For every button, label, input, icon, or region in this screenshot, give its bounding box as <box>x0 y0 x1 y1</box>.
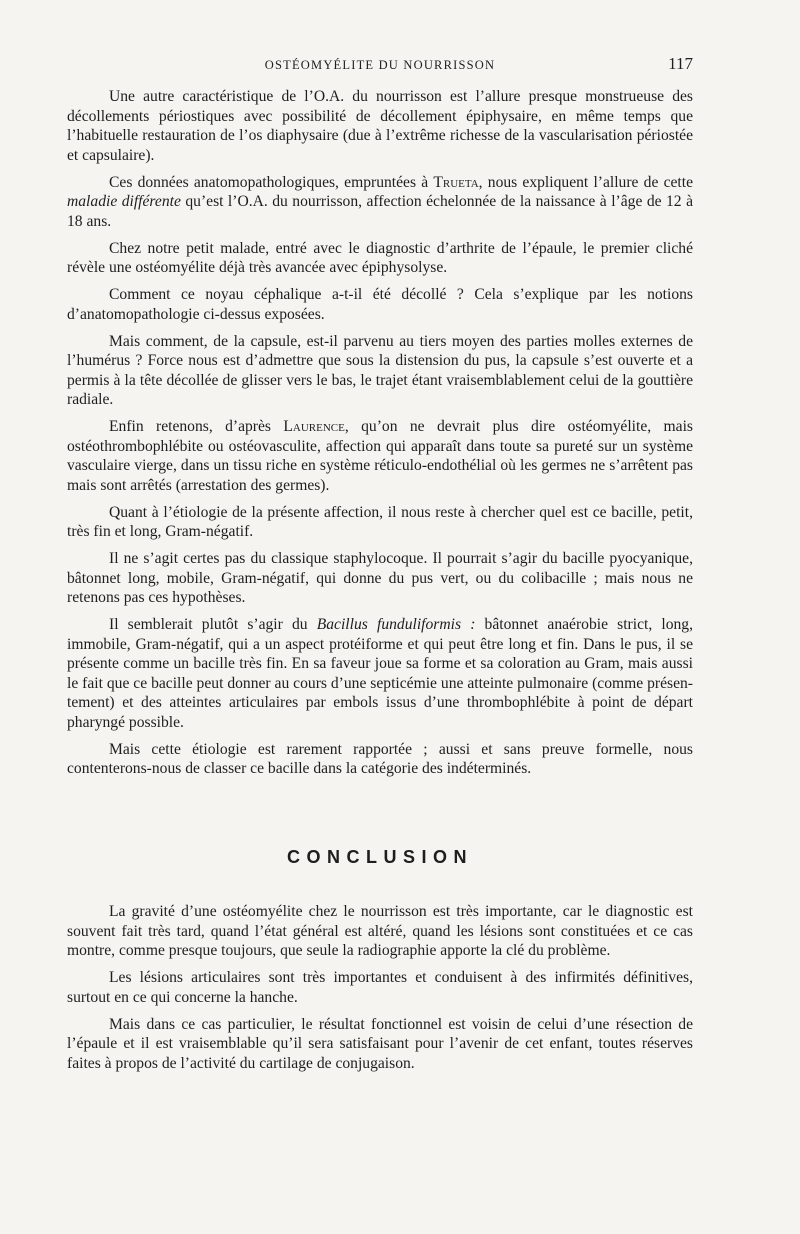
paragraph-9-text-b: bâtonnet anaérobie strict, long, immobile, Gram-négatif, qui a un aspect protéiforme et qui peut être long et fin. Dans le pus, il se présente comme un bacille très fin. En sa faveur joue sa forme et sa coloration au Gram, mais aussi le fait que ce bacille peut donner au cours d’une septicémie une atteinte pulmonaire (comme présentement) et des atteintes articulaires par embols issus d’une thrombophlébite à point de départ pharyngé possible. <box>67 616 694 731</box>
conclusion-heading: CONCLUSION <box>287 847 473 867</box>
conclusion-paragraph-1: La gravité d’une ostéomyélite chez le nourrisson est très importante, car le diagnostic est souvent fait très tard, quand l’état général est altéré, quand les lésions sont constituées et ce cas montre, comme presque toujours, que seule la radiographie apporte la clé du problème. <box>67 903 693 959</box>
running-head <box>67 54 693 76</box>
running-title: OSTÉOMYÉLITE DU NOURRISSON <box>264 58 496 72</box>
paragraph-4: Comment ce noyau céphalique a-t-il été décollé ? Cela s’explique par les notions d’anatomopathologie ci-dessus exposées. <box>67 286 693 323</box>
paragraph-1: Une autre caractéristique de l’O.A. du nourrisson est l’allure presque monstrueuse des décollements périostiques avec possibilité de décollement épiphysaire, en même temps que l’habituelle restauration de l’os diaphysaire (due à l’extrême richesse de la vascularisation périostée et capsulaire). <box>67 88 693 164</box>
paragraph-6 <box>67 417 693 495</box>
paragraph-5: Mais comment, de la capsule, est-il parvenu au tiers moyen des parties molles externes de l’humérus ? Force nous est d’admettre que sous la distension du pus, la capsule s’est ouverte et a permis à la tête décollée de glisser vers le bas, le trajet étant vraisemblablement celui de la gouttière radiale. <box>67 332 693 408</box>
species-name-bacillus-funduliformis: Bacillus funduliformis : <box>316 616 476 633</box>
page-number: 117 <box>668 54 693 73</box>
paragraph-2 <box>67 173 693 232</box>
paragraph-9 <box>67 615 693 732</box>
paragraph-7: Quant à l’étiologie de la présente affection, il nous reste à chercher quel est ce bacille, petit, très fin et long, Gram-négatif. <box>67 503 693 540</box>
paragraph-3: Chez notre petit malade, entré avec le diagnostic d’arthrite de l’épaule, le premier cliché révèle une ostéomyélite déjà très avancée avec épiphysolyse. <box>67 239 693 276</box>
paragraph-6-text-a: Enfin retenons, d’après <box>109 418 284 435</box>
paragraph-2-text-c: qu’est l’O.A. du nourrisson, affection échelonnée de la naissance à l’âge de 12 à 18 ans. <box>67 193 693 230</box>
discussion-text <box>67 87 693 786</box>
paragraph-9-text-a: Il semblerait plutôt s’agir du <box>109 616 317 633</box>
paragraph-2-text-a: Ces données anatomopathologiques, empruntées à <box>109 173 434 191</box>
author-name-trueta: Trueta <box>433 173 479 191</box>
conclusion-text <box>67 902 693 1081</box>
paragraph-6-text-b: , qu’on ne devrait plus dire ostéomyélite, mais ostéothrombophlébite ou ostéovasculite, affection qui apparaît dans toute sa pureté sur un système vasculaire vierge, dans un tissu riche en système réticulo-endothélial où les germes ne s’arrêtent pas mais sont arrêtés (arrestation des germes). <box>67 418 693 494</box>
emphasis-maladie-differente: maladie différente <box>67 193 181 210</box>
paragraph-10: Mais cette étiologie est rarement rapportée ; aussi et sans preuve formelle, nous contenterons-nous de classer ce bacille dans la catégorie des indéterminés. <box>67 740 693 777</box>
conclusion-paragraph-3: Mais dans ce cas particulier, le résultat fonctionnel est voisin de celui d’une résection de l’épaule et il est vraisemblable qu’il sera satisfaisant pour l’avenir de cet enfant, toutes réserves faites à propos de l’activité du cartilage de conjugaison. <box>67 1015 693 1072</box>
book-page <box>67 0 693 1234</box>
author-name-laurence: Laurence <box>283 418 345 435</box>
paragraph-8: Il ne s’agit certes pas du classique staphylocoque. Il pourrait s’agir du bacille pyocyanique, bâtonnet long, mobile, Gram-négatif, qui donne du pus vert, ou du colibacille ; mais nous ne retenons pas ces hypothèses. <box>67 550 693 606</box>
conclusion-paragraph-2: Les lésions articulaires sont très importantes et conduisent à des infirmités définitives, surtout en ce qui concerne la hanche. <box>67 969 693 1006</box>
paragraph-2-text-b: , nous expliquent l’allure de cette <box>478 173 693 191</box>
